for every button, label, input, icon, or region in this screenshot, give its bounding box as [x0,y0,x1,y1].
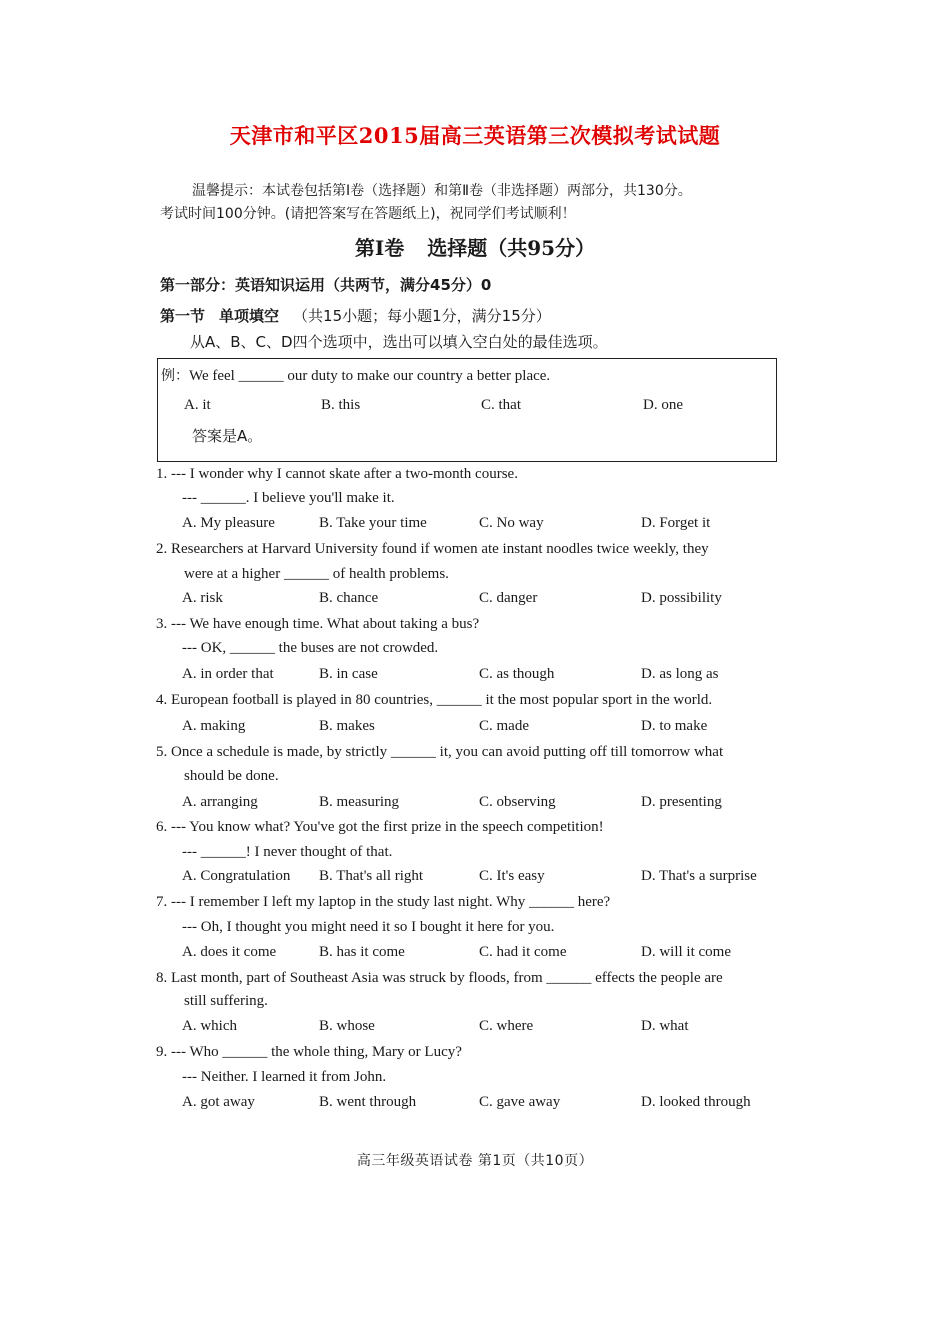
subsection-detail: （共15小题；每小题1分，满分15分） [293,307,551,325]
question-5-line-1: 5. Once a schedule is made, by strictly ______ it, you can avoid putting off till tomorrow what [156,744,724,760]
question-4-option-b: B. makes [319,718,375,734]
question-5-options [182,794,782,814]
question-8-option-d: D. what [641,1018,689,1034]
question-1-option-c: C. No way [479,515,544,531]
question-9-line-1: 9. --- Who ______ the whole thing, Mary or Lucy? [156,1044,462,1060]
question-4-option-c: C. made [479,718,529,734]
question-8-option-b: B. whose [319,1018,375,1034]
question-1-option-d: D. Forget it [641,515,711,531]
question-2-options [182,590,782,610]
exam-notice [160,180,800,226]
question-3-options [182,666,782,686]
question-9-option-c: C. gave away [479,1094,561,1110]
question-1-line-2: --- ______. I believe you'll make it. [182,490,395,506]
question-6-option-c: C. It's easy [479,868,545,884]
example-option-c: C. that [481,397,521,413]
section-title [0,232,950,261]
subsection-name: 单项填空 [219,307,280,325]
question-5-line-2: should be done. [184,768,279,784]
question-8-option-c: C. where [479,1018,534,1034]
question-5-option-b: B. measuring [319,794,399,810]
example-option-d: D. one [643,397,683,413]
subsection-heading [160,305,551,326]
question-3-option-d: D. as long as [641,666,719,682]
question-1-option-b: B. Take your time [319,515,427,531]
instruction: 从A、B、C、D四个选项中，选出可以填入空白处的最佳选项。 [190,333,608,351]
section-part: 第Ⅰ卷 [354,236,405,260]
question-6-options [182,868,782,888]
question-7-option-d: D. will it come [641,944,731,960]
question-7-option-c: C. had it come [479,944,567,960]
question-3-option-c: C. as though [479,666,555,682]
notice-line-2: 考试时间100分钟。(请把答案写在答题纸上)，祝同学们考试顺利！ [160,206,576,222]
question-6-option-a: A. Congratulation [182,868,291,884]
question-7-line-2: --- Oh, I thought you might need it so I bought it here for you. [182,919,555,935]
question-1-line-1: 1. --- I wonder why I cannot skate after a two-month course. [156,466,518,482]
question-2-line-1: 2. Researchers at Harvard University found if women ate instant noodles twice weekly, they [156,541,709,557]
page-title: 天津市和平区2015届高三英语第三次模拟考试试题 [229,123,721,148]
question-8-option-a: A. which [182,1018,237,1034]
question-8-line-2: still suffering. [184,993,268,1009]
question-3-option-a: A. in order that [182,666,274,682]
question-9-option-b: B. went through [319,1094,417,1110]
example-box [157,358,777,462]
question-4-options [182,718,782,738]
question-7-options [182,944,782,964]
example-question: We feel ______ our duty to make our country a better place. [189,368,551,384]
question-9-option-d: D. looked through [641,1094,751,1110]
question-6-line-1: 6. --- You know what? You've got the first prize in the speech competition! [156,819,604,835]
question-6-option-d: D. That's a surprise [641,868,757,884]
example-option-b: B. this [321,397,361,413]
question-4-option-a: A. making [182,718,246,734]
question-9-options [182,1094,782,1114]
question-8-line-1: 8. Last month, part of Southeast Asia was struck by floods, from ______ effects the people are [156,970,723,986]
example-option-a: A. it [184,397,211,413]
question-5-option-d: D. presenting [641,794,722,810]
question-7-line-1: 7. --- I remember I left my laptop in the study last night. Why ______ here? [156,894,611,910]
question-7-option-a: A. does it come [182,944,277,960]
question-2-option-c: C. danger [479,590,538,606]
question-1-options [182,515,782,535]
question-7-option-b: B. has it come [319,944,405,960]
question-6-line-2: --- ______! I never thought of that. [182,844,393,860]
question-9-option-a: A. got away [182,1094,255,1110]
question-1-option-a: A. My pleasure [182,515,275,531]
question-3-line-1: 3. --- We have enough time. What about taking a bus? [156,616,480,632]
question-2-option-d: D. possibility [641,590,722,606]
part-heading: 第一部分：英语知识运用（共两节，满分45分）0 [160,276,492,294]
question-8-options [182,1018,782,1038]
page-footer: 高三年级英语试卷 第1页（共10页） [356,1153,594,1169]
example-answer: 答案是A。 [192,427,263,445]
question-5-option-a: A. arranging [182,794,258,810]
example-question-line [161,365,550,385]
question-4-line-1: 4. European football is played in 80 countries, ______ it the most popular sport in the world. [156,692,713,708]
example-label: 例： [161,368,189,384]
section-name: 选择题（共95分） [427,236,596,260]
question-2-line-2: were at a higher ______ of health problems. [184,566,449,582]
question-2-option-a: A. risk [182,590,223,606]
question-6-option-b: B. That's all right [319,868,424,884]
question-3-line-2: --- OK, ______ the buses are not crowded. [182,640,439,656]
question-3-option-b: B. in case [319,666,378,682]
notice-line-1: 温馨提示：本试卷包括第Ⅰ卷（选择题）和第Ⅱ卷（非选择题）两部分，共130分。 [192,183,692,199]
question-5-option-c: C. observing [479,794,556,810]
question-9-line-2: --- Neither. I learned it from John. [182,1069,387,1085]
question-4-option-d: D. to make [641,718,708,734]
subsection-label: 第一节 [160,307,206,325]
example-options [184,397,764,417]
question-2-option-b: B. chance [319,590,379,606]
